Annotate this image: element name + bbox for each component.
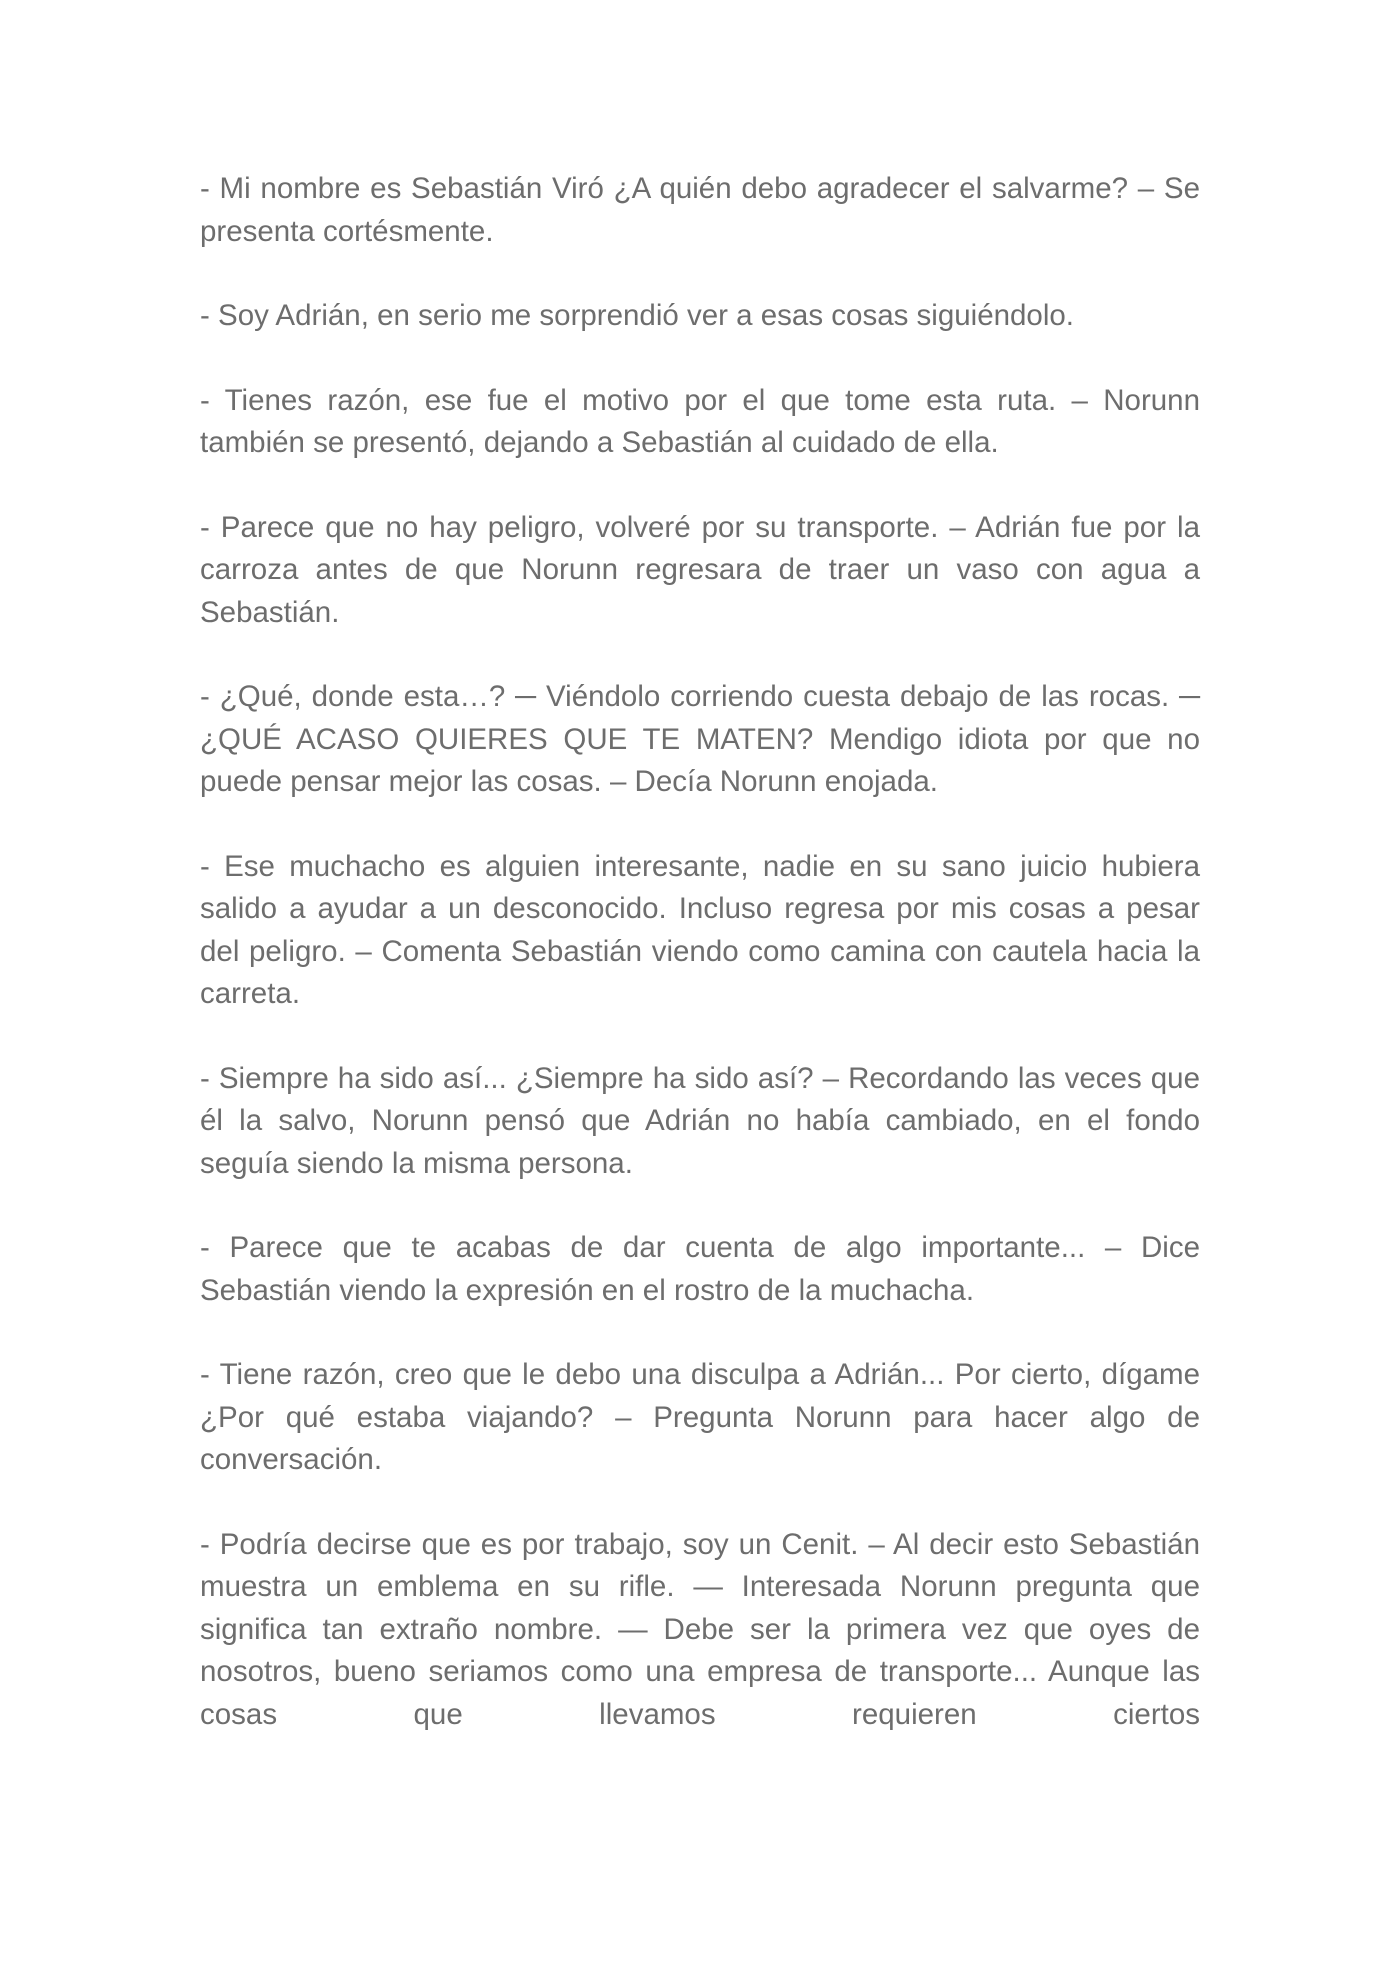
paragraph-3: - Tienes razón, ese fue el motivo por el que tome esta ruta. – Norunn también se presentó, dejando a Sebastián al cuidado de ella.: [200, 383, 1200, 459]
paragraph-9: - Tiene razón, creo que le debo una disculpa a Adrián... Por cierto, dígame ¿Por qué estaba viajando? – Pregunta Norunn para hacer algo de conversación.: [200, 1358, 1200, 1476]
paragraph-5: - ¿Qué, donde esta…? ─ Viéndolo corriendo cuesta debajo de las rocas. ─ ¿QUÉ ACASO QUIERES QUE TE MATEN? Mendigo idiota por que no puede pensar mejor las cosas. – Decía Norunn enojada.: [200, 680, 1200, 798]
paragraph-6: - Ese muchacho es alguien interesante, nadie en su sano juicio hubiera salido a ayudar a un desconocido. Incluso regresa por mis cosas a pesar del peligro. – Comenta Sebastián viendo como camina con cautela hacia la carreta.: [200, 849, 1200, 1010]
paragraph-1: - Mi nombre es Sebastián Viró ¿A quién debo agradecer el salvarme? – Se presenta cortésmente.: [200, 172, 1200, 248]
paragraph-8: - Parece que te acabas de dar cuenta de algo importante... – Dice Sebastián viendo la expresión en el rostro de la muchacha.: [200, 1231, 1200, 1307]
paragraph-10: - Podría decirse que es por trabajo, soy un Cenit. – Al decir esto Sebastián muestra un emblema en su rifle. — Interesada Norunn pregunta que significa tan extraño nombre. — Debe ser la primera vez que oyes de nosotros, bueno seriamos como una empresa de transporte... Aunque las cosas que llevamos requieren ciertos: [200, 1527, 1200, 1731]
document-body: [200, 168, 1200, 1736]
paragraph-7: - Siempre ha sido así... ¿Siempre ha sido así? – Recordando las veces que él la salvo, Norunn pensó que Adrián no había cambiado, en el fondo seguía siendo la misma persona.: [200, 1061, 1200, 1180]
paragraph-2: - Soy Adrián, en serio me sorprendió ver a esas cosas siguiéndolo.: [200, 299, 1074, 332]
paragraph-4: - Parece que no hay peligro, volveré por su transporte. – Adrián fue por la carroza antes de que Norunn regresara de traer un vaso con agua a Sebastián.: [200, 510, 1200, 629]
